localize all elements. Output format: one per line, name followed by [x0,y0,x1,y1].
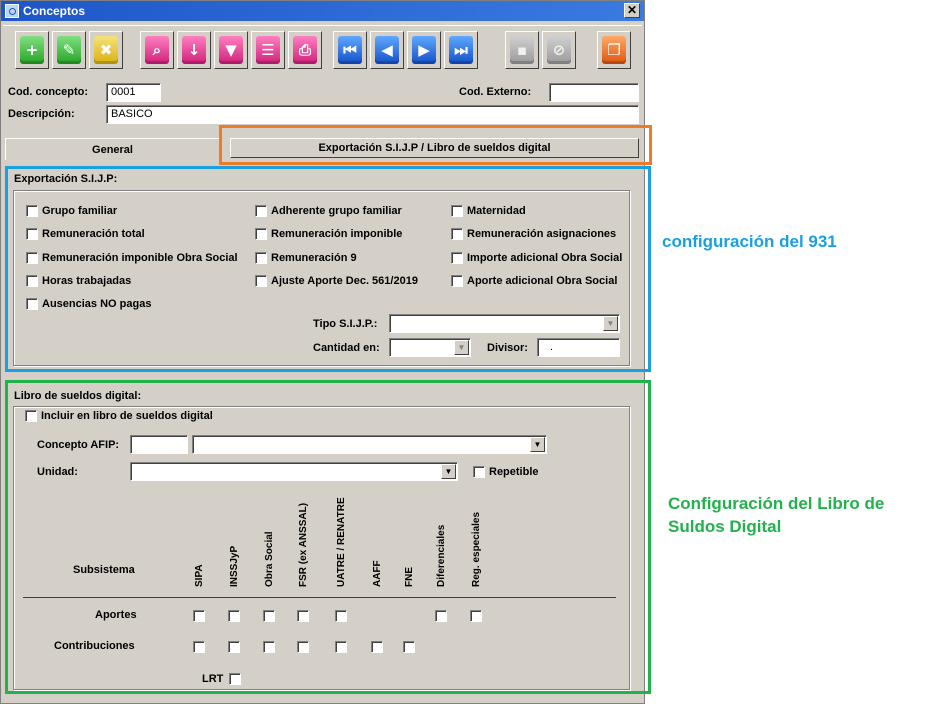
last-button[interactable] [444,31,478,69]
filter-button[interactable] [214,31,248,69]
last-icon: ⏭ [449,36,473,64]
copy-button[interactable] [597,31,631,69]
title-bar [1,1,644,21]
checkbox-label: Ausencias NO pagas [42,298,152,310]
checkbox-label: Adherente grupo familiar [271,205,402,217]
app-icon [5,4,19,18]
checkbox-label: Importe adicional Obra Social [467,252,623,264]
aportes-label: Aportes [95,609,137,621]
descripcion-input[interactable]: BASICO [106,105,639,124]
column-header: Reg. especiales [471,511,482,587]
add-icon: + [20,36,44,64]
window-title: Conceptos [23,4,86,18]
first-button[interactable] [333,31,367,69]
cod-externo-input[interactable] [549,83,639,102]
toolbar-separator [3,25,642,26]
first-icon: ⏮ [338,36,362,64]
annotation-libro-line1: Configuración del Libro de [668,494,885,513]
close-button[interactable]: ✕ [624,3,640,18]
unidad-label: Unidad: [37,466,78,478]
delete-icon: ✖ [94,36,118,64]
lrt-label: LRT [202,673,224,685]
divisor-label: Divisor: [487,342,528,354]
prev-button[interactable] [370,31,404,69]
cod-externo-label: Cod. Externo: [459,86,532,98]
cod-concepto-label: Cod. concepto: [8,86,89,98]
subsistema-label: Subsistema [73,564,135,576]
next-button[interactable] [407,31,441,69]
report-button[interactable] [251,31,285,69]
divisor-input[interactable]: . [537,338,620,357]
search-button[interactable] [140,31,174,69]
edit-icon: ✎ [57,36,81,64]
tipo-sijp-label: Tipo S.I.J.P.: [313,318,378,330]
annotation-libro [668,492,884,538]
blue-highlight [5,166,651,372]
sort-button[interactable] [177,31,211,69]
edit-button[interactable] [52,31,86,69]
checkbox-label: Remuneración imponible [271,228,403,240]
chevron-down-icon[interactable]: ▼ [454,340,469,355]
column-header: INSSJyP [229,545,240,587]
chevron-down-icon[interactable]: ▼ [441,464,456,479]
descripcion-label: Descripción: [8,108,75,120]
checkbox-label: Horas trabajadas [42,275,132,287]
delete-button[interactable] [89,31,123,69]
orange-highlight [219,125,652,165]
cancel-icon: ⊘ [547,36,571,64]
sijp-group-title: Exportación S.I.J.P: [14,173,118,185]
column-header: FNE [404,567,415,587]
checkbox-label: Remuneración 9 [271,252,357,264]
search-icon: ⌕ [145,36,169,64]
print-icon: ⎙ [293,36,317,64]
contribuciones-label: Contribuciones [54,640,135,652]
column-header: FSR (ex ANSSAL) [298,502,309,587]
cantidad-en-label: Cantidad en: [313,342,380,354]
chevron-down-icon[interactable]: ▼ [530,437,545,452]
annotation-931: configuración del 931 [662,232,837,251]
checkbox-label: Remuneración imponible Obra Social [42,252,238,264]
tab-general[interactable]: General [5,138,220,160]
concepto-afip-label: Concepto AFIP: [37,439,120,451]
column-header: UATRE / RENATRE [336,497,347,587]
green-highlight [5,380,651,694]
column-header: AAFF [372,560,383,587]
next-icon: ▶ [412,36,436,64]
checkbox-label: Incluir en libro de sueldos digital [41,410,213,422]
save-button[interactable] [505,31,539,69]
filter-icon: ▼ [219,36,243,64]
annotation-libro-line2: Suldos Digital [668,517,782,536]
report-icon: ☰ [256,36,280,64]
column-header: Diferenciales [436,524,447,587]
checkbox-label: Remuneración total [42,228,145,240]
tab-sijp-libro[interactable]: Exportación S.I.J.P / Libro de sueldos digital [230,138,639,158]
print-button[interactable] [288,31,322,69]
checkbox-label: Aporte adicional Obra Social [467,275,618,287]
checkbox-label: Maternidad [467,205,526,217]
chevron-down-icon[interactable]: ▼ [603,316,618,331]
checkbox-label: Ajuste Aporte Dec. 561/2019 [271,275,418,287]
libro-group-title: Libro de sueldos digital: [14,390,142,402]
checkbox-label: Repetible [489,466,539,478]
checkbox-label: Remuneración asignaciones [467,228,617,240]
cod-concepto-input[interactable]: 0001 [106,83,161,102]
checkbox-label: Grupo familiar [42,205,118,217]
add-button[interactable] [15,31,49,69]
sort-icon: ↓ [182,36,206,64]
column-header: Obra Social [264,531,275,587]
copy-icon: ❐ [602,36,626,64]
prev-icon: ◀ [375,36,399,64]
save-icon: ▪ [510,36,534,64]
column-header: SIPA [194,564,205,587]
cancel-button[interactable] [542,31,576,69]
